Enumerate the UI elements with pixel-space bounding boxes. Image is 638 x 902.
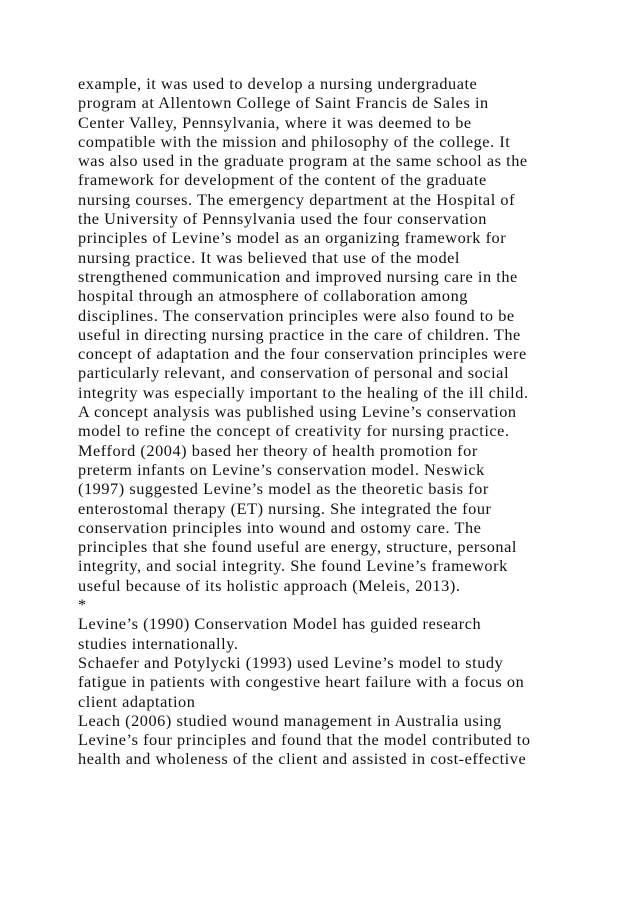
text-line: example, it was used to develop a nursing undergraduate: [78, 74, 478, 93]
text-line: integrity was especially important to the healing of the ill child.: [78, 382, 529, 402]
text-line: hospital through an atmosphere of collaboration among: [78, 286, 468, 306]
text-line: particularly relevant, and conservation of personal and social: [78, 363, 510, 383]
text-line: conservation principles into wound and ostomy care. The: [78, 517, 482, 537]
text-line: fatigue in patients with congestive heart failure with a focus on: [78, 672, 525, 692]
text-line: health and wholeness of the client and assisted in cost-effective: [78, 749, 527, 769]
text-line: useful because of its holistic approach (Meleis, 2013).: [78, 575, 461, 595]
text-line: client adaptation: [78, 691, 196, 711]
text-line: preterm infants on Levine’s conservation model. Neswick: [78, 459, 485, 479]
text-line: Leach (2006) studied wound management in Australia using: [78, 710, 502, 730]
text-line: principles that she found useful are energy, structure, personal: [78, 537, 517, 557]
text-line: studies internationally.: [78, 633, 239, 653]
text-line: strengthened communication and improved nursing care in the: [78, 266, 518, 286]
text-line: useful in directing nursing practice in the care of children. The: [78, 324, 521, 344]
text-line: nursing practice. It was believed that use of the model: [78, 247, 460, 267]
text-line: Center Valley, Pennsylvania, where it was deemed to be: [78, 112, 472, 132]
text-line: nursing courses. The emergency department at the Hospital of: [78, 189, 516, 209]
text-line: concept of adaptation and the four conservation principles were: [78, 344, 527, 364]
text-line: program at Allentown College of Saint Francis de Sales in: [78, 93, 489, 113]
text-line: A concept analysis was published using Levine’s conservation: [78, 402, 517, 422]
text-line: enterostomal therapy (ET) nursing. She integrated the four: [78, 498, 492, 518]
text-line: Mefford (2004) based her theory of health promotion for: [78, 440, 478, 460]
text-line: disciplines. The conservation principles were also found to be: [78, 305, 515, 325]
body-text: [78, 74, 598, 769]
text-line: (1997) suggested Levine’s model as the theoretic basis for: [78, 479, 489, 499]
text-line: Levine’s (1990) Conservation Model has guided research: [78, 614, 482, 634]
text-line: Levine’s four principles and found that the model contributed to: [78, 730, 531, 750]
text-line: compatible with the mission and philosophy of the college. It: [78, 131, 511, 151]
text-line: framework for development of the content of the graduate: [78, 170, 487, 190]
text-line: Schaefer and Potylycki (1993) used Levine’s model to study: [78, 652, 504, 672]
text-line: model to refine the concept of creativity for nursing practice.: [78, 421, 510, 441]
bullet-marker: *: [78, 595, 87, 615]
text-line: integrity, and social integrity. She found Levine’s framework: [78, 556, 508, 576]
text-line: was also used in the graduate program at the same school as the: [78, 151, 528, 171]
text-line: principles of Levine’s model as an organizing framework for: [78, 228, 507, 248]
text-line: the University of Pennsylvania used the four conservation: [78, 209, 487, 229]
